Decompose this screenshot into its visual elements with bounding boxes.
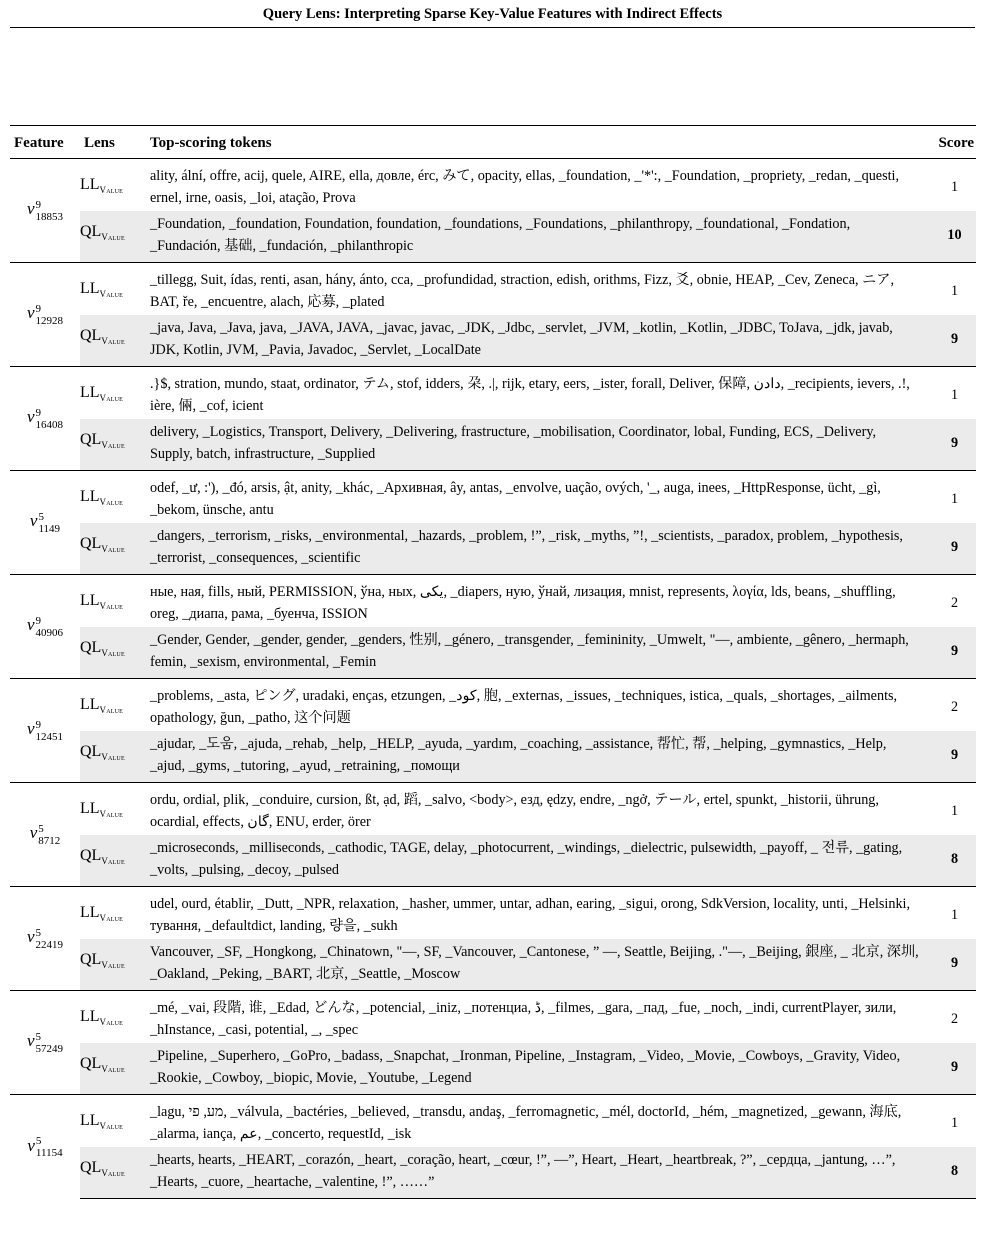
- ql-value-lens-label: [80, 1147, 146, 1199]
- feature-index: 22419: [35, 938, 64, 951]
- ql-value-lens-label: [80, 1043, 146, 1095]
- feature-symbol: v: [26, 719, 35, 739]
- lens-name: QL: [80, 1159, 102, 1176]
- feature-cell: [10, 1095, 80, 1199]
- ll-top-tokens: _lagu, מע, פי, _válvula, _bactéries, _believed, _transdu, andaş, _ferromagnetic, _mél, doctorId, _hém, _magnetized, _gewann, 海底, _alarma, iança, عم, _concerto, requestId, _isk: [146, 1095, 926, 1148]
- ll-top-tokens: odef, _ư, :'), _đó, arsis, ật, anity, _khác, _Архивная, ây, antas, _envolve, uação, ových, '_, auga, inees, _HttpResponse, ücht, _gì, _bekom, ünsche, antu: [146, 471, 926, 524]
- lens-name: QL: [80, 223, 102, 240]
- ll-value-lens-label: [80, 159, 146, 212]
- ll-score: 2: [926, 575, 976, 628]
- ll-value-lens-label: [80, 887, 146, 940]
- feature-symbol: v: [26, 199, 35, 219]
- ll-value-lens-label: [80, 575, 146, 628]
- ll-value-lens-label: [80, 991, 146, 1044]
- ql-top-tokens: _Gender, Gender, _gender, gender, _genders, 性别, _género, _transgender, _femininity, _Umwelt, "—, ambiente, _gênero, _hermaph, femin, _sexism, environmental, _Femin: [146, 627, 926, 679]
- ll-score: 1: [950, 179, 959, 195]
- table-row: [10, 887, 976, 940]
- lens-subscript: Value: [101, 960, 125, 970]
- table-row: [10, 783, 976, 836]
- lens-subscript: Value: [101, 1168, 125, 1178]
- lens-subscript: Value: [101, 440, 125, 450]
- lens-subscript: Value: [99, 184, 124, 195]
- feature-cell: [10, 367, 80, 471]
- table-row: [10, 991, 976, 1044]
- table-row: [10, 263, 976, 316]
- ll-score: 1: [926, 887, 976, 940]
- lens-subscript: Value: [99, 704, 124, 715]
- table-row: [10, 523, 976, 575]
- ql-value-lens-label: [80, 627, 146, 679]
- feature-scripts: [38, 512, 60, 535]
- ll-score: 2: [926, 679, 976, 732]
- ll-value-lens-label: [80, 471, 146, 524]
- ll-top-tokens: ные, ная, fills, ный, PERMISSION, ўна, ных, یکی, _diapers, ную, ўнай, лизация, mnist, represents, λογία, lds, beans, _shuffling, oreg, _диапа, рама, _буенча, ISSION: [146, 575, 926, 628]
- table-row: [10, 1043, 976, 1095]
- feature-cell: [10, 575, 80, 679]
- lens-name: LL: [80, 903, 100, 921]
- feature-scripts: [36, 304, 64, 327]
- table-row: [10, 939, 976, 991]
- ll-value-lens-label: [80, 783, 146, 836]
- feature-symbol: v: [26, 1031, 35, 1051]
- ql-value-lens-label: [80, 731, 146, 783]
- ql-score: 10: [926, 211, 976, 263]
- lens-name: QL: [80, 1055, 102, 1072]
- ll-top-tokens: ordu, ordial, plik, _conduire, cursion, ßt, ạd, 蹈, _salvo, <body>, езд, ędzy, endre, _ngở, テール, ertel, spunkt, _historii, ührung, ocardial, effects, گان, ENU, erder, örer: [146, 783, 926, 836]
- ql-top-tokens: Vancouver, _SF, _Hongkong, _Chinatown, "—, SF, _Vancouver, _Cantonese, ” —, Seattle, Beijing, ."—, _Beijing, 銀座, _ 北京, 深圳, _Oakland, _Peking, _BART, 北京, _Seattle, _Moscow: [146, 939, 926, 991]
- ql-value-lens-label: [80, 939, 146, 991]
- feature-scripts: [36, 200, 64, 223]
- ql-top-tokens: _ajudar, _도움, _ajuda, _rehab, _help, _HELP, _ayuda, _yardım, _coaching, _assistance, 帮忙, 帮, _helping, _gymnastics, _Help, _ajud, _gyms, _tutoring, _ayud, _retraining, _помощи: [146, 731, 926, 783]
- lens-subscript: Value: [101, 856, 125, 866]
- ql-score: 9: [926, 1043, 976, 1095]
- lens-subscript: Value: [101, 336, 125, 346]
- table-row: [10, 1095, 976, 1148]
- table-row: [10, 679, 976, 732]
- lens-subscript: Value: [99, 808, 124, 819]
- lens-subscript: Value: [101, 544, 125, 554]
- feature-scripts: [38, 824, 60, 847]
- feature-cell: [10, 471, 80, 575]
- lens-subscript: Value: [99, 1120, 124, 1131]
- feature-index: 18853: [35, 210, 64, 223]
- lens-name: LL: [80, 1111, 100, 1129]
- feature-index: 16408: [35, 418, 64, 431]
- lens-name: LL: [80, 175, 100, 193]
- lens-subscript: Value: [99, 288, 124, 299]
- ll-value-lens-label: [80, 263, 146, 316]
- lens-name: QL: [80, 951, 102, 968]
- header-lens: Lens: [84, 135, 115, 151]
- ll-value-lens-label: [80, 679, 146, 732]
- table-row: [10, 419, 976, 471]
- results-table: [10, 125, 976, 1199]
- lens-subscript: Value: [99, 912, 124, 923]
- feature-symbol: v: [26, 303, 35, 323]
- feature-layer: 5: [38, 822, 44, 835]
- feature-symbol: v: [26, 615, 35, 635]
- ql-value-lens-label: [80, 419, 146, 471]
- ql-value-lens-label: [80, 835, 146, 887]
- ql-top-tokens: _hearts, hearts, _HEART, _corazón, _heart, _coração, heart, _cœur, !”, —”, Heart, _Heart, _heartbreak, ?”, _сердца, _jantung, …”, _Hearts, _cuore, _heartache, _valentine, !”, ……”: [146, 1147, 926, 1199]
- feature-index: 40906: [35, 626, 64, 639]
- feature-index: 12451: [35, 730, 64, 743]
- ll-top-tokens: ality, ální, offre, acij, quele, AIRE, ella, довле, érc, みて, opacity, ellas, _foundation, _'*':, _Foundation, _propriety, _redan, _questi, ernel, irne, oasis, _loi, atação, Prova: [150, 168, 900, 206]
- table-row: [10, 367, 976, 420]
- lens-subscript: Value: [101, 648, 125, 658]
- table-row: [10, 159, 976, 212]
- feature-symbol: v: [26, 927, 35, 947]
- ql-score: 9: [926, 315, 976, 367]
- ll-value-lens-label: [80, 1095, 146, 1148]
- feature-index: 57249: [35, 1042, 64, 1055]
- ql-score: 9: [926, 731, 976, 783]
- lens-name: QL: [80, 639, 102, 656]
- feature-cell: [10, 887, 80, 991]
- feature-symbol: v: [27, 1135, 35, 1155]
- feature-cell: [10, 159, 80, 263]
- feature-index: 12928: [35, 314, 64, 327]
- ql-top-tokens: delivery, _Logistics, Transport, Delivery, _Delivering, frastructure, _mobilisation, Coordinator, lobal, Funding, ECS, _Delivery, Supply, batch, infrastructure, _Supplied: [146, 419, 926, 471]
- lens-name: QL: [80, 535, 102, 552]
- lens-subscript: Value: [99, 496, 124, 507]
- lens-name: LL: [80, 279, 100, 297]
- feature-layer: 5: [35, 1134, 42, 1147]
- feature-layer: 5: [35, 926, 42, 939]
- lens-name: QL: [80, 327, 102, 344]
- ql-score: 9: [926, 939, 976, 991]
- feature-scripts: [36, 928, 64, 951]
- feature-layer: 5: [38, 510, 44, 523]
- feature-scripts: [36, 720, 64, 743]
- ql-top-tokens: _java, Java, _Java, java, _JAVA, JAVA, _javac, javac, _JDK, _Jdbc, _servlet, _JVM, _kotlin, _Kotlin, _JDBC, ToJava, _jdk, javab, JDK, Kotlin, JVM, _Pavia, Javadoc, _Servlet, _LocalDate: [146, 315, 926, 367]
- ql-score: 9: [926, 523, 976, 575]
- feature-symbol: v: [26, 407, 35, 427]
- lens-subscript: Value: [101, 752, 125, 762]
- feature-scripts: [36, 1032, 64, 1055]
- ql-top-tokens: _microseconds, _milliseconds, _cathodic, TAGE, delay, _photocurrent, _windings, _dielectric, pulsewidth, _payoff, _ 전류, _gating, _volts, _pulsing, _decoy, _pulsed: [146, 835, 926, 887]
- ll-top-tokens: _mé, _vai, 段階, 谁, _Edad, どんな, _potencial, _iniz, _потенциа, ڈ, _filmes, _gara, _пад, _fue, _noch, _indi, currentPlayer, зили, _hInstance, _casi, potential, _, _spec: [146, 991, 926, 1044]
- feature-symbol: v: [29, 823, 38, 843]
- ll-score: 1: [926, 783, 976, 836]
- ll-top-tokens: _problems, _asta, ピング, uradaki, enças, etzungen, _کود, 胞, _externas, _issues, _techniques, istica, _quals, _shortages, _ailments, opathology, ğun, _patho, 这个问题: [146, 679, 926, 732]
- feature-cell: [10, 991, 80, 1095]
- lens-name: LL: [80, 695, 100, 713]
- feature-layer: 9: [35, 302, 42, 315]
- feature-cell: [10, 263, 80, 367]
- lens-name: QL: [80, 431, 102, 448]
- ql-value-lens-label: [80, 211, 146, 263]
- lens-name: QL: [80, 743, 102, 760]
- table-row: [10, 315, 976, 367]
- feature-layer: 9: [35, 718, 42, 731]
- feature-symbol: v: [29, 511, 38, 531]
- ll-value-lens-label: [80, 367, 146, 420]
- ql-value-lens-label: [80, 523, 146, 575]
- lens-subscript: Value: [99, 600, 124, 611]
- feature-layer: 9: [35, 614, 42, 627]
- feature-index: 8712: [38, 834, 61, 847]
- ll-score: 1: [926, 263, 976, 316]
- ql-top-tokens: _Foundation, _foundation, Foundation, foundation, _foundations, _Foundations, _philanthropy, _foundational, _Fondation, _Fundación, 基础, _fundación, _philanthropic: [146, 211, 926, 263]
- feature-layer: 5: [35, 1030, 42, 1043]
- ql-score: 8: [926, 835, 976, 887]
- table-row: [10, 731, 976, 783]
- lens-name: LL: [80, 487, 100, 505]
- lens-name: QL: [80, 847, 102, 864]
- lens-subscript: Value: [99, 1016, 124, 1027]
- lens-name: LL: [80, 799, 100, 817]
- lens-name: LL: [80, 383, 100, 401]
- feature-cell: [10, 679, 80, 783]
- ll-top-tokens: .}$, stration, mundo, staat, ordinator, テム, stof, idders, 朶, .|, rijk, etary, eers, _ister, forall, Deliver, 保障, دادن, _recipients, ievers, .!, ière, 倆, _cof, icient: [146, 367, 926, 420]
- table-header-row: [10, 126, 976, 159]
- ll-top-tokens: _tillegg, Suit, ídas, renti, asan, hány, ánto, cca, _profundidad, straction, edish, orithms, Fizz, 爻, obnie, HEAP, _Cev, Zeneca, ニア, BAT, ře, _encuentre, alach, 応募, _plated: [146, 263, 926, 316]
- ql-score: 8: [926, 1147, 976, 1199]
- ql-score: 9: [926, 627, 976, 679]
- lens-name: LL: [80, 1007, 100, 1025]
- ll-score: 1: [926, 471, 976, 524]
- ql-top-tokens: _Pipeline, _Superhero, _GoPro, _badass, _Snapchat, _Ironman, Pipeline, _Instagram, _Video, _Movie, _Cowboys, _Gravity, Video, _Rookie, _Cowboy, _biopic, Movie, _Youtube, _Legend: [146, 1043, 926, 1095]
- table-row: [10, 211, 976, 263]
- header-tokens: Top-scoring tokens: [150, 135, 272, 151]
- feature-scripts: [36, 1136, 63, 1159]
- table-row: [10, 835, 976, 887]
- lens-subscript: Value: [99, 392, 124, 403]
- running-title: Query Lens: Interpreting Sparse Key-Value Features with Indirect Effects: [10, 6, 975, 28]
- table-row: [10, 575, 976, 628]
- table-body: [10, 159, 976, 1199]
- feature-scripts: [36, 408, 64, 431]
- feature-index: 11154: [35, 1146, 63, 1159]
- table-row: [10, 1147, 976, 1199]
- ll-score: 1: [926, 367, 976, 420]
- feature-layer: 9: [35, 406, 42, 419]
- header-feature: Feature: [14, 135, 64, 151]
- ql-top-tokens: _dangers, _terrorism, _risks, _environmental, _hazards, _problem, !”, _risk, _myths, ”!, _scientists, _paradox, problem, _hypothesis, _terrorist, _consequences, _scientific: [146, 523, 926, 575]
- ll-top-tokens: udel, ourd, établir, _Dutt, _NPR, relaxation, _hasher, ummer, untar, adhan, earing, _sigui, orong, SdkVersion, locality, unti, _Helsinki, тування, _defaultdict, landing, 량을, _sukh: [146, 887, 926, 940]
- lens-name: LL: [80, 591, 100, 609]
- table-row: [10, 471, 976, 524]
- ll-score: 2: [926, 991, 976, 1044]
- feature-scripts: [36, 616, 64, 639]
- ll-score: 1: [926, 1095, 976, 1148]
- feature-layer: 9: [35, 198, 42, 211]
- lens-subscript: Value: [101, 1064, 125, 1074]
- ql-value-lens-label: [80, 315, 146, 367]
- header-score: Score: [938, 135, 974, 151]
- feature-cell: [10, 783, 80, 887]
- feature-index: 1149: [38, 522, 61, 535]
- ql-score: 9: [926, 419, 976, 471]
- lens-subscript: Value: [101, 232, 125, 242]
- table-row: [10, 627, 976, 679]
